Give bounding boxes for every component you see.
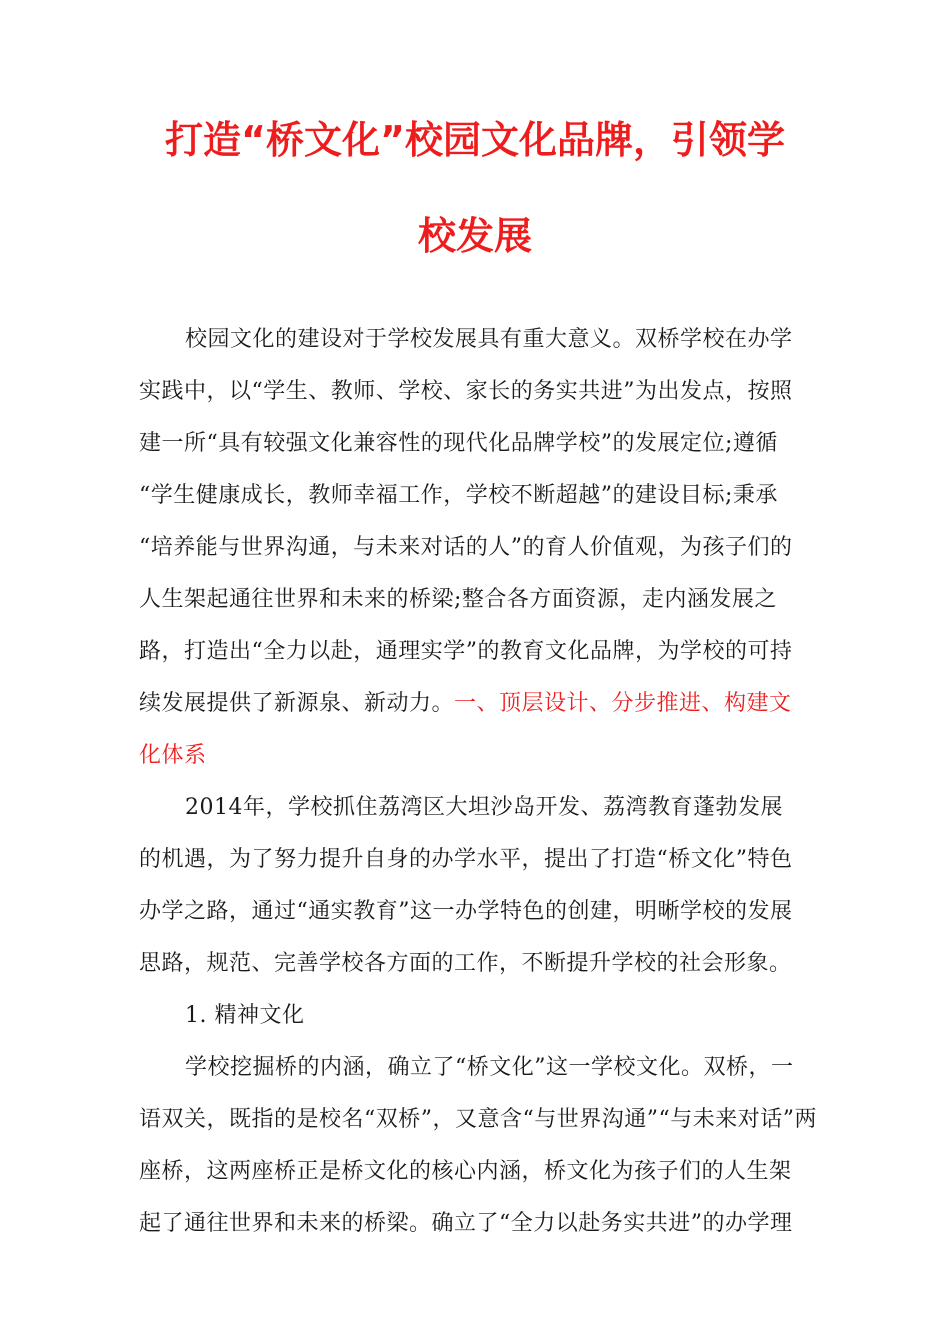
paragraph-line: 起了通往世界和未来的桥梁。确立了“全力以赴务实共进”的办学理 (139, 1211, 793, 1236)
paragraph-line: 思路，规范、完善学校各方面的工作，不断提升学校的社会形象。 (139, 951, 792, 976)
paragraph-line: 语双关，既指的是校名“双桥”，又意含“与世界沟通”“与未来对话”两 (139, 1107, 817, 1132)
document-title-line-2: 校发展 (417, 214, 532, 258)
paragraph-line: 续发展提供了新源泉、新动力。 (139, 691, 455, 716)
paragraph-bridge-culture (139, 1042, 829, 1250)
section-heading: 一、顶层设计、分步推进、构建文 (454, 691, 792, 716)
paragraph-line: 人生架起通往世界和未来的桥梁;整合各方面资源，走内涵发展之 (139, 587, 777, 612)
paragraph-line: 实践中，以“学生、教师、学校、家长的务实共进”为出发点，按照 (139, 379, 793, 404)
paragraph-line: 学校挖掘桥的内涵，确立了“桥文化”这一学校文化。双桥，一 (185, 1055, 794, 1080)
section-heading-continuation: 化体系 (139, 743, 207, 768)
paragraph-line: 建一所“具有较强文化兼容性的现代化品牌学校”的发展定位;遵循 (139, 431, 778, 456)
subheading: 1. 精神文化 (185, 1003, 305, 1028)
paragraph-2014 (139, 782, 829, 990)
paragraph-line: 校园文化的建设对于学校发展具有重大意义。双桥学校在办学 (185, 327, 793, 352)
paragraph-line: 2014年，学校抓住荔湾区大坦沙岛开发、荔湾教育蓬勃发展 (185, 795, 783, 820)
paragraph-line: 座桥，这两座桥正是桥文化的核心内涵，桥文化为孩子们的人生架 (139, 1159, 792, 1184)
paragraph-line: 路，打造出“全力以赴，通理实学”的教育文化品牌，为学校的可持 (139, 639, 793, 664)
subheading-spiritual-culture (139, 990, 829, 1042)
paragraph-line: “培养能与世界沟通，与未来对话的人”的育人价值观，为孩子们的 (139, 535, 793, 560)
paragraph-line: “学生健康成长，教师幸福工作，学校不断超越”的建设目标;秉承 (139, 483, 778, 508)
document-title-line-1: 打造“桥文化”校园文化品牌，引领学 (165, 118, 785, 162)
paragraph-line: 办学之路，通过“通实教育”这一办学特色的创建，明晰学校的发展 (139, 899, 793, 924)
paragraph-line: 的机遇，为了努力提升自身的办学水平，提出了打造“桥文化”特色 (139, 847, 793, 872)
paragraph-line-with-heading (139, 678, 829, 730)
paragraph-intro (139, 314, 829, 782)
